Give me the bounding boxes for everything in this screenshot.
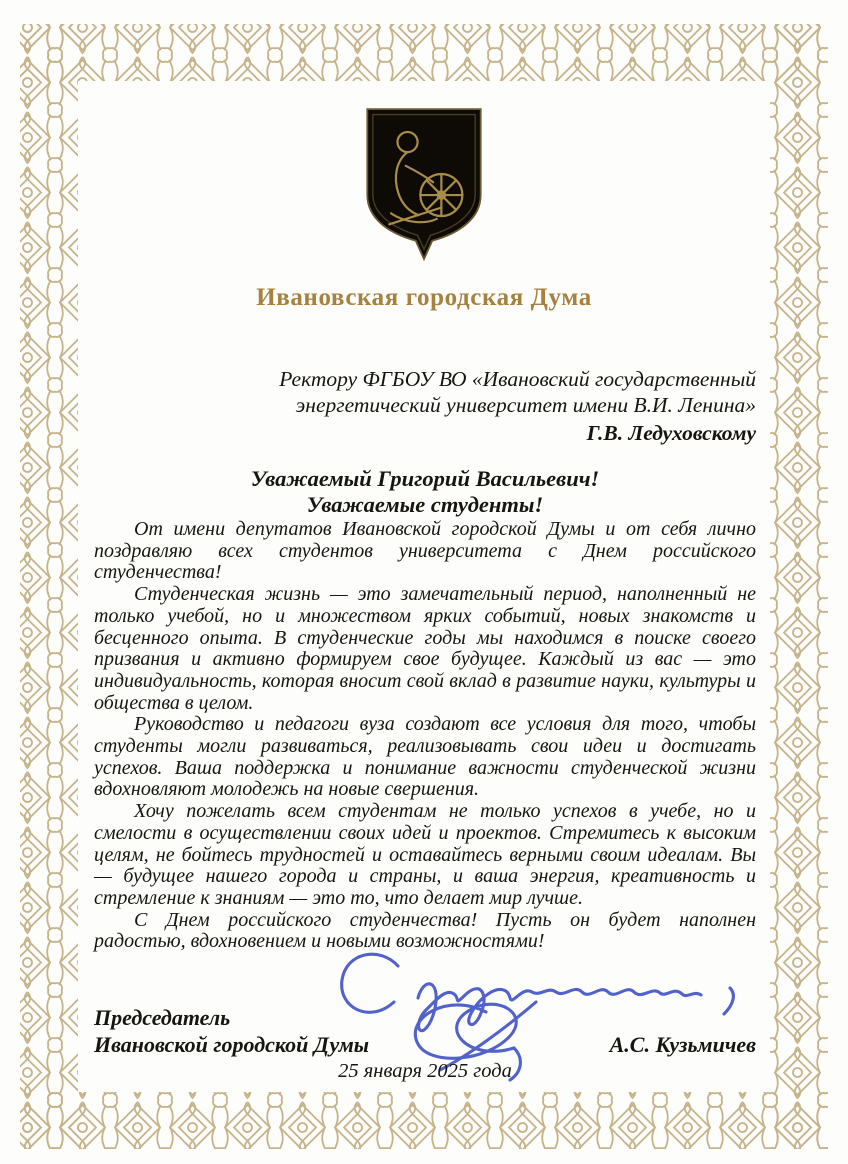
paragraph-5: С Днем российского студенчества! Пусть он будет наполнен радостью, вдохновением и новыми возможностями! (94, 908, 756, 953)
paragraph-3: Руководство и педагоги вуза создают все условия для того, чтобы студенты могли развиваться, реализовывать свои идеи и достигать успехов. Ваша поддержка и понимание важности студенческой жизни вдохновляют молодежь на новые свершения. (94, 713, 756, 801)
addressee-name: Г.В. Ледуховскому (586, 421, 756, 445)
paragraph-4: Хочу пожелать всем студентам не только успехов в учебе, но и смелости в осуществлении своих идей и проектов. Стремитесь к высоким целям, не бойтесь трудностей и оставайтесь верными своим идеалам. Вы — будущее нашего города и страны, и ваша энергия, креативность и стремление к знаниям — это то, что делает мир лучше. (94, 800, 756, 909)
signer-position-line1: Председатель (94, 1005, 231, 1030)
signer-position (94, 1004, 369, 1058)
coat-of-arms (0, 102, 848, 268)
signer-position-line2: Ивановской городской Думы (94, 1032, 370, 1057)
salutation-line2: Уважаемые студенты! (306, 492, 544, 517)
letter-body (94, 519, 756, 953)
addressee-line1: Ректору ФГБОУ ВО «Ивановский государственный (279, 367, 756, 391)
organization-title: Ивановская городская Дума (256, 284, 592, 311)
signature-block (94, 1004, 756, 1058)
signer-name: А.С. Кузьмичев (609, 1032, 756, 1057)
paragraph-2: Студенческая жизнь — это замечательный период, наполненный не только учебой, но и множеством ярких событий, новых знакомств и бесценного опыта. В студенческие годы мы находимся в поиске своего призвания и активно формируем свое будущее. Каждый из вас — это индивидуальность, которая вносит свой вклад в развитие науки, культуры и общества в целом. (94, 583, 756, 714)
salutation (94, 466, 756, 518)
letter-date: 25 января 2025 года (338, 1060, 512, 1082)
salutation-line1: Уважаемый Григорий Васильевич! (250, 466, 600, 491)
addressee-block (94, 366, 756, 446)
addressee-line2: энергетический университет имени В.И. Ленина» (295, 393, 756, 417)
paragraph-1: От имени депутатов Ивановской городской Думы и от себя лично поздравляю всех студентов университета с Днем российского студенчества! (94, 518, 756, 584)
ivanovo-coat-of-arms-icon (360, 102, 488, 268)
